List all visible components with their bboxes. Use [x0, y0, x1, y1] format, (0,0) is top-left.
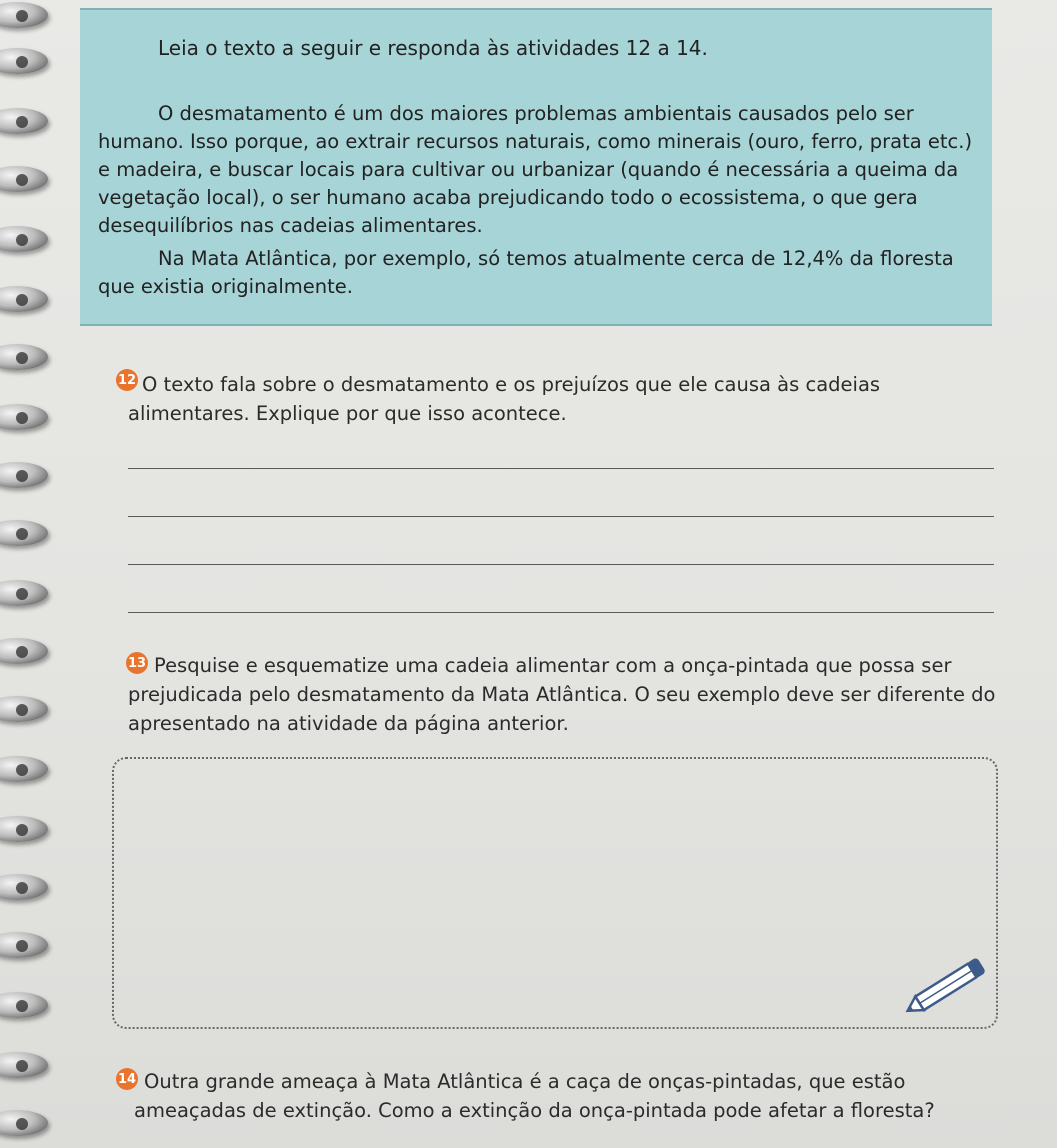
- spiral-ring: [0, 462, 48, 488]
- paragraph-2-text: Na Mata Atlântica, por exemplo, só temos atualmente cerca de 12,4% da floresta que existia originalmente.: [98, 247, 954, 298]
- spiral-ring: [0, 1110, 48, 1136]
- spiral-ring: [0, 696, 48, 722]
- question-14-text: Outra grande ameaça à Mata Atlântica é a caça de onças-pintadas, que estão ameaçadas de extinção. Como a extinção da onça-pintada pode afetar a floresta?: [134, 1070, 935, 1122]
- spiral-ring: [0, 1052, 48, 1078]
- spiral-ring: [0, 992, 48, 1018]
- spiral-ring: [0, 520, 48, 546]
- answer-line[interactable]: [128, 516, 994, 517]
- paragraph-1-text: O desmatamento é um dos maiores problemas ambientais causados pelo ser humano. Isso porque, ao extrair recursos naturais, como minerais (ouro, ferro, prata etc.) e madeira, e buscar locais para cultivar ou urbanizar (quando é necessária a queima da vegetação local), o ser humano acaba prejudicando todo o ecossistema, o que gera desequilíbrios nas cadeias alimentares.: [98, 102, 973, 237]
- question-13-text: Pesquise e esquematize uma cadeia alimentar com a onça-pintada que possa ser prejudicada pelo desmatamento da Mata Atlântica. O seu exemplo deve ser diferente do apresentado na atividade da página anterior.: [128, 654, 996, 735]
- spiral-ring: [0, 932, 48, 958]
- spiral-ring: [0, 816, 48, 842]
- spiral-ring: [0, 580, 48, 606]
- reading-paragraph-1: [98, 100, 980, 240]
- question-12-text: O texto fala sobre o desmatamento e os prejuízos que ele causa às cadeias alimentares. Explique por que isso acontece.: [128, 373, 881, 425]
- spiral-ring: [0, 108, 48, 134]
- answer-line[interactable]: [128, 564, 994, 565]
- spiral-ring: [0, 638, 48, 664]
- spiral-ring: [0, 404, 48, 430]
- reading-instruction: Leia o texto a seguir e responda às atividades 12 a 14.: [158, 36, 708, 60]
- notebook-spiral: [0, 0, 60, 1148]
- question-13-badge: 13: [126, 652, 148, 674]
- spiral-ring: [0, 874, 48, 900]
- question-14-badge: 14: [116, 1068, 138, 1090]
- answer-line[interactable]: [128, 612, 994, 613]
- spiral-ring: [0, 2, 48, 28]
- spiral-ring: [0, 226, 48, 252]
- question-12-badge: 12: [116, 369, 138, 391]
- spiral-ring: [0, 166, 48, 192]
- pencil-icon: [900, 950, 995, 1020]
- spiral-ring: [0, 344, 48, 370]
- spiral-ring: [0, 756, 48, 782]
- reading-paragraph-2: [98, 245, 980, 301]
- spiral-ring: [0, 286, 48, 312]
- drawing-answer-area[interactable]: [112, 757, 998, 1029]
- answer-line[interactable]: [128, 468, 994, 469]
- spiral-ring: [0, 48, 48, 74]
